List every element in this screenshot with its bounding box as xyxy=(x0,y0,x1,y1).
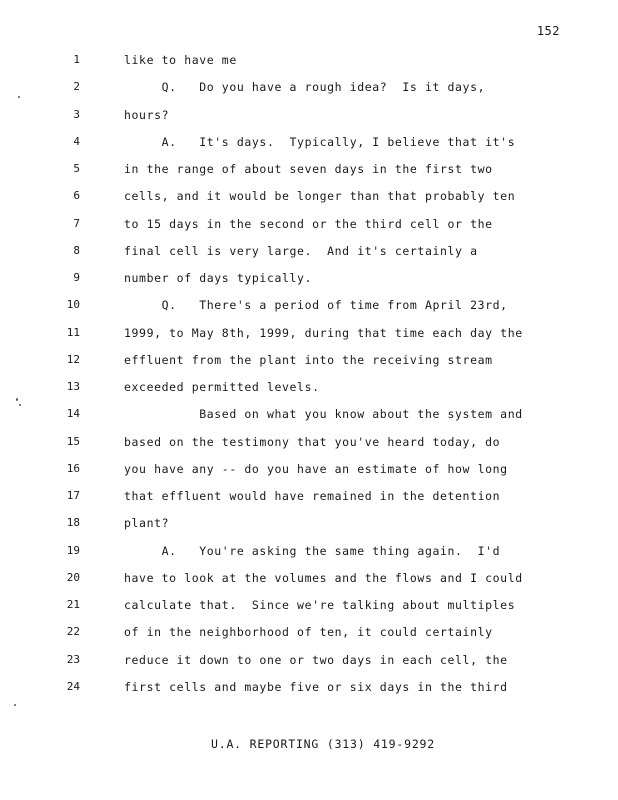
transcript-line xyxy=(0,377,618,404)
line-number: 4 xyxy=(73,134,80,148)
scan-speck xyxy=(19,404,21,406)
line-text: based on the testimony that you've heard today, do xyxy=(124,434,501,449)
transcript-line xyxy=(0,159,618,186)
line-number: 16 xyxy=(66,461,80,475)
line-text: Based on what you know about the system and xyxy=(124,407,523,422)
transcript-line xyxy=(0,650,618,677)
line-number: 1 xyxy=(73,53,80,66)
line-text: reduce it down to one or two days in each cell, the xyxy=(124,652,508,667)
line-number: 18 xyxy=(66,516,80,530)
line-text: effluent from the plant into the receiving stream xyxy=(124,352,493,367)
line-number: 14 xyxy=(66,407,80,421)
line-text: plant? xyxy=(124,516,170,531)
transcript-line xyxy=(0,432,618,459)
scan-speck xyxy=(14,704,16,706)
line-number: 17 xyxy=(66,489,80,502)
line-number: 5 xyxy=(73,162,80,175)
line-text: in the range of about seven days in the first two xyxy=(124,162,493,176)
line-text: Q. There's a period of time from April 23rd, xyxy=(124,298,508,313)
line-number: 24 xyxy=(66,679,80,693)
page-number: 152 xyxy=(536,24,560,38)
scan-speck xyxy=(16,398,18,401)
line-text: have to look at the volumes and the flows and I could xyxy=(124,570,523,585)
line-number: 2 xyxy=(73,80,80,94)
line-number: 7 xyxy=(73,216,80,230)
transcript-line xyxy=(0,459,618,486)
line-number: 21 xyxy=(66,598,80,611)
line-text: exceeded permitted levels. xyxy=(124,380,320,394)
transcript-line xyxy=(0,595,618,622)
transcript-line xyxy=(0,50,618,77)
transcript-line xyxy=(0,105,618,132)
line-number: 3 xyxy=(73,107,80,121)
line-number: 6 xyxy=(73,189,80,203)
line-text: 1999, to May 8th, 1999, during that time each day the xyxy=(124,325,523,340)
line-number: 22 xyxy=(66,625,80,639)
line-text: to 15 days in the second or the third cell or the xyxy=(124,216,493,231)
line-text: that effluent would have remained in the detention xyxy=(124,489,501,503)
transcript-line xyxy=(0,186,618,213)
transcript-line xyxy=(0,568,618,595)
line-number: 20 xyxy=(66,570,80,584)
line-text: A. You're asking the same thing again. I'd xyxy=(124,543,501,558)
transcript-line xyxy=(0,486,618,513)
transcript-line xyxy=(0,404,618,431)
line-number: 8 xyxy=(73,243,80,257)
transcript-line xyxy=(0,268,618,295)
transcript-line xyxy=(0,541,618,568)
reporter-footer: U.A. REPORTING (313) 419-9292 xyxy=(211,737,435,751)
line-number: 12 xyxy=(66,352,80,366)
line-text: you have any -- do you have an estimate of how long xyxy=(124,461,508,476)
line-number: 15 xyxy=(66,434,80,448)
line-text: Q. Do you have a rough idea? Is it days, xyxy=(124,80,486,95)
transcript-line xyxy=(0,622,618,649)
transcript-line xyxy=(0,132,618,159)
line-number: 19 xyxy=(66,543,80,557)
line-text: like to have me xyxy=(124,53,237,67)
transcript-line xyxy=(0,241,618,268)
line-number: 11 xyxy=(66,325,80,339)
transcript-line xyxy=(0,350,618,377)
scan-speck xyxy=(18,96,20,98)
line-number: 9 xyxy=(73,271,80,284)
transcript-line xyxy=(0,677,618,704)
line-text: number of days typically. xyxy=(124,271,313,285)
transcript-line xyxy=(0,214,618,241)
transcript-line xyxy=(0,295,618,322)
line-text: final cell is very large. And it's certainly a xyxy=(124,243,478,258)
transcript-lines xyxy=(0,50,618,704)
line-number: 10 xyxy=(66,298,80,312)
line-text: cells, and it would be longer than that probably ten xyxy=(124,189,516,204)
transcript-line xyxy=(0,77,618,104)
transcript-line xyxy=(0,513,618,540)
line-text: first cells and maybe five or six days in the third xyxy=(124,679,508,694)
line-text: hours? xyxy=(124,107,170,122)
line-text: calculate that. Since we're talking about multiples xyxy=(124,598,516,612)
line-text: of in the neighborhood of ten, it could certainly xyxy=(124,625,493,640)
line-number: 23 xyxy=(66,652,80,666)
line-number: 13 xyxy=(66,380,80,393)
transcript-line xyxy=(0,323,618,350)
line-text: A. It's days. Typically, I believe that it's xyxy=(124,134,516,149)
